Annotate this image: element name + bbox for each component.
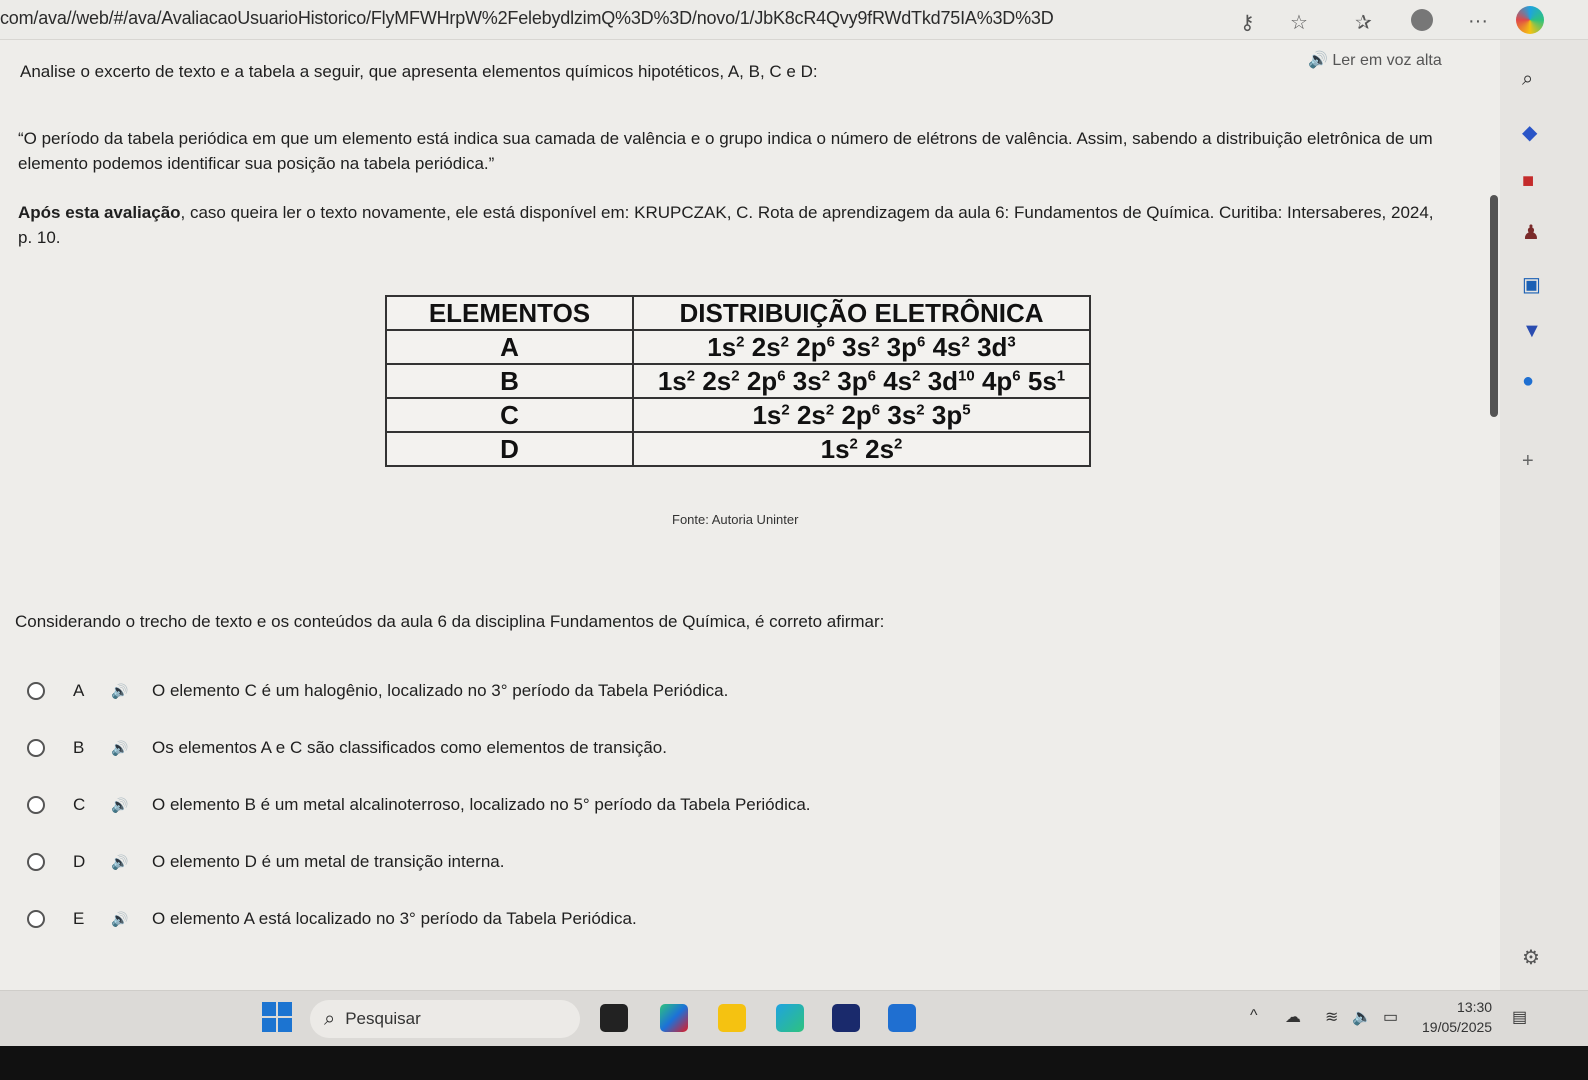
taskbar-search[interactable] (310, 1000, 580, 1038)
copilot-icon[interactable]: ◆ (1522, 122, 1538, 144)
option-letter: A (73, 681, 85, 700)
table-row (386, 364, 1090, 398)
orbital (932, 400, 971, 430)
table-row (386, 398, 1090, 432)
orbital-label: 2p (746, 365, 778, 396)
orbital-label: 3s (887, 399, 917, 430)
outlook-taskbar-icon[interactable] (888, 1004, 916, 1032)
orbital (928, 366, 975, 396)
orbital-label: 2p (796, 331, 827, 362)
edge-sidebar (1500, 40, 1588, 990)
orbital (702, 366, 739, 396)
answer-options (12, 665, 1482, 950)
orbital-electrons: 3 (1007, 332, 1016, 350)
speaker-icon[interactable]: 🔊 (111, 739, 129, 756)
configuration-cell (633, 432, 1090, 466)
wifi-icon[interactable]: ≋ (1325, 1009, 1339, 1026)
orbital (837, 366, 876, 396)
clock[interactable] (1422, 997, 1492, 1037)
intro-text: Analise o excerto de texto e a tabela a seguir, que apresenta elementos químicos hipotéticos, A, B, C e D: (20, 62, 818, 81)
source-text (18, 200, 1438, 250)
orbital-label: 2s (865, 433, 895, 464)
orbital-label: 2p (841, 399, 872, 430)
orbital-label: 3p (886, 331, 917, 362)
folder-icon[interactable] (718, 1004, 746, 1032)
option-letter: B (73, 738, 85, 757)
orbital-label: 2s (796, 399, 826, 430)
orbital-label: 1s (657, 365, 687, 396)
option-text: O elemento A está localizado no 3° período da Tabela Periódica. (152, 909, 637, 928)
quote-text: “O período da tabela periódica em que um elemento está indica sua camada de valência e o grupo indica o número de elétrons de valência. Assim, sabendo a distribuição eletrônica de um elemento podemos identificar sua posição na tabela periódica.” (18, 129, 1433, 173)
orbital-label: 3d (927, 365, 959, 396)
orbital (752, 332, 789, 362)
table-source: Fonte: Autoria Uninter (672, 512, 799, 527)
taskbar (0, 990, 1588, 1046)
orbital-electrons: 5 (962, 400, 971, 418)
orbital (658, 366, 695, 396)
radio-button[interactable] (27, 796, 45, 814)
source-rest: , caso queira ler o texto novamente, ele está disponível em: KRUPCZAK, C. Rota de aprendizagem da aula 6: Fundamentos de Química. Curitiba: Intersaberes, 2024, p. 10. (18, 203, 1434, 247)
element-cell: C (386, 398, 633, 432)
option-letter: E (73, 909, 85, 928)
answer-option-e[interactable] (12, 893, 1482, 945)
orbital-electrons: 2 (781, 400, 790, 418)
orbital (1028, 366, 1065, 396)
clock-date: 19/05/2025 (1422, 1019, 1493, 1035)
orbital (842, 332, 879, 362)
orbital-electrons: 2 (916, 400, 925, 418)
key-icon[interactable]: ⚷ (1240, 12, 1255, 34)
search-placeholder: Pesquisar (345, 1009, 421, 1028)
option-text: O elemento B é um metal alcalinoterroso, localizado no 5° período da Tabela Periódica. (152, 795, 811, 814)
orbital-label: 4p (981, 365, 1013, 396)
orbital-label: 1s (707, 331, 737, 362)
edge-icon[interactable] (1516, 6, 1544, 34)
orbital-electrons: 2 (825, 400, 835, 418)
url-text[interactable]: com/ava//web/#/ava/AvaliacaoUsuarioHistorico/FlyMFWHrpW%2FelebydlzimQ%3D%3D/novo/1/JbK8cR4Qvy9fRWdTkd75IA%3D%3D (0, 8, 1054, 28)
app-icon[interactable] (600, 1004, 628, 1032)
option-letter: D (73, 852, 86, 871)
radio-button[interactable] (27, 853, 45, 871)
orbital-electrons: 2 (736, 332, 745, 350)
scrollbar[interactable] (1490, 195, 1498, 417)
screen-bezel (0, 1046, 1588, 1080)
orbital-electrons: 2 (912, 366, 921, 384)
answer-option-c[interactable] (12, 779, 1482, 831)
configuration-cell (633, 364, 1090, 398)
games-icon[interactable]: ♟ (1522, 222, 1540, 244)
orbital (933, 332, 970, 362)
electron-configuration-table (385, 295, 1091, 467)
search-icon[interactable]: ⌕ (1522, 68, 1534, 90)
answer-option-a[interactable] (12, 665, 1482, 717)
orbital-electrons: 1 (1056, 366, 1066, 384)
edge-taskbar-icon[interactable] (776, 1004, 804, 1032)
profile-icon[interactable] (1411, 9, 1433, 31)
orbital (977, 332, 1016, 362)
read-aloud-button[interactable]: 🔊 Ler em voz alta (1308, 52, 1442, 69)
copilot-app-icon[interactable] (660, 1004, 688, 1032)
table-row (386, 330, 1090, 364)
question-text: Considerando o trecho de texto e os conteúdos da aula 6 da disciplina Fundamentos de Química, é correto afirmar: (15, 612, 885, 631)
assessment-content (0, 40, 1500, 990)
orbital-electrons: 6 (1012, 366, 1021, 384)
orbital-label: 2s (702, 365, 732, 396)
orbital (796, 332, 835, 362)
add-icon[interactable]: + (1522, 450, 1534, 472)
answer-option-b[interactable] (12, 722, 1482, 774)
orbital (752, 400, 789, 430)
favorites-icon[interactable]: ✰ (1355, 12, 1372, 34)
table-header: DISTRIBUIÇÃO ELETRÔNICA (633, 296, 1090, 330)
orbital (793, 366, 830, 396)
option-text: O elemento C é um halogênio, localizado no 3° período da Tabela Periódica. (152, 681, 729, 700)
radio-button[interactable] (27, 910, 45, 928)
notification-icon[interactable]: ▤ (1512, 1009, 1528, 1026)
orbital-label: 4s (932, 331, 962, 362)
speaker-icon[interactable]: 🔊 (111, 796, 129, 813)
element-cell: D (386, 432, 633, 466)
orbital-electrons: 6 (917, 332, 926, 350)
windows-start-icon[interactable] (262, 1002, 292, 1032)
orbital-label: 3d (977, 331, 1008, 362)
shopping-icon[interactable]: ■ (1522, 170, 1535, 192)
orbital-electrons: 6 (826, 332, 835, 350)
orbital-label: 3s (842, 331, 872, 362)
more-icon[interactable]: ··· (1468, 10, 1488, 32)
radio-button[interactable] (27, 682, 45, 700)
tools-icon[interactable]: ● (1522, 370, 1535, 392)
orbital (747, 366, 786, 396)
clock-time: 13:30 (1457, 999, 1493, 1015)
orbital-electrons: 2 (961, 332, 970, 350)
address-bar[interactable] (0, 0, 1588, 40)
orbital-electrons: 6 (867, 366, 876, 384)
orbital-electrons: 6 (871, 400, 881, 418)
orbital (707, 332, 744, 362)
orbital-electrons: 2 (731, 366, 740, 384)
orbital (865, 434, 902, 464)
orbital (887, 400, 924, 430)
orbital (821, 434, 858, 464)
answer-option-d[interactable] (12, 836, 1482, 888)
orbital-electrons: 2 (894, 434, 903, 452)
orbital-electrons: 2 (871, 332, 880, 350)
configuration-cell (633, 330, 1090, 364)
store-icon[interactable] (832, 1004, 860, 1032)
orbital-label: 3s (792, 365, 822, 396)
outlook-icon[interactable]: ▣ (1522, 274, 1541, 296)
orbital-electrons: 10 (958, 366, 975, 384)
cloud-icon[interactable]: ☁ (1285, 1009, 1301, 1026)
orbital-label: 5s (1027, 365, 1057, 396)
orbital (797, 400, 834, 430)
orbital-label: 3p (837, 365, 868, 396)
gear-icon[interactable]: ⚙ (1522, 947, 1540, 969)
speaker-icon[interactable]: 🔊 (111, 682, 129, 699)
speaker-icon: 🔊 (1308, 52, 1328, 69)
search-icon: ⌕ (324, 1007, 336, 1030)
orbital-electrons: 2 (780, 332, 789, 350)
option-letter: C (73, 795, 86, 814)
orbital (887, 332, 926, 362)
orbital-electrons: 2 (849, 434, 858, 452)
table-header: ELEMENTOS (386, 296, 633, 330)
element-cell: A (386, 330, 633, 364)
source-bold: Após esta avaliação (18, 203, 181, 222)
orbital-electrons: 2 (821, 366, 831, 384)
orbital-electrons: 2 (686, 366, 696, 384)
star-icon[interactable]: ☆ (1290, 12, 1308, 34)
battery-icon[interactable]: ▭ (1383, 1009, 1399, 1026)
speaker-icon[interactable]: 🔊 (111, 853, 129, 870)
orbital-label: 1s (752, 399, 782, 430)
orbital-label: 3p (931, 399, 963, 430)
radio-button[interactable] (27, 739, 45, 757)
orbital (982, 366, 1021, 396)
orbital-electrons: 6 (777, 366, 786, 384)
chevron-up-icon[interactable]: ^ (1250, 1007, 1258, 1024)
option-text: O elemento D é um metal de transição interna. (152, 852, 505, 871)
configuration-cell (633, 398, 1090, 432)
orbital-label: 2s (751, 331, 781, 362)
table-row (386, 432, 1090, 466)
orbital (883, 366, 920, 396)
orbital-label: 4s (883, 365, 913, 396)
orbital-label: 1s (820, 433, 850, 464)
option-text: Os elementos A e C são classificados como elementos de transição. (152, 738, 667, 757)
volume-icon[interactable]: 🔈 (1352, 1009, 1372, 1026)
drop-icon[interactable]: ▼ (1522, 320, 1542, 342)
speaker-icon[interactable]: 🔊 (111, 910, 129, 927)
orbital (841, 400, 880, 430)
element-cell: B (386, 364, 633, 398)
